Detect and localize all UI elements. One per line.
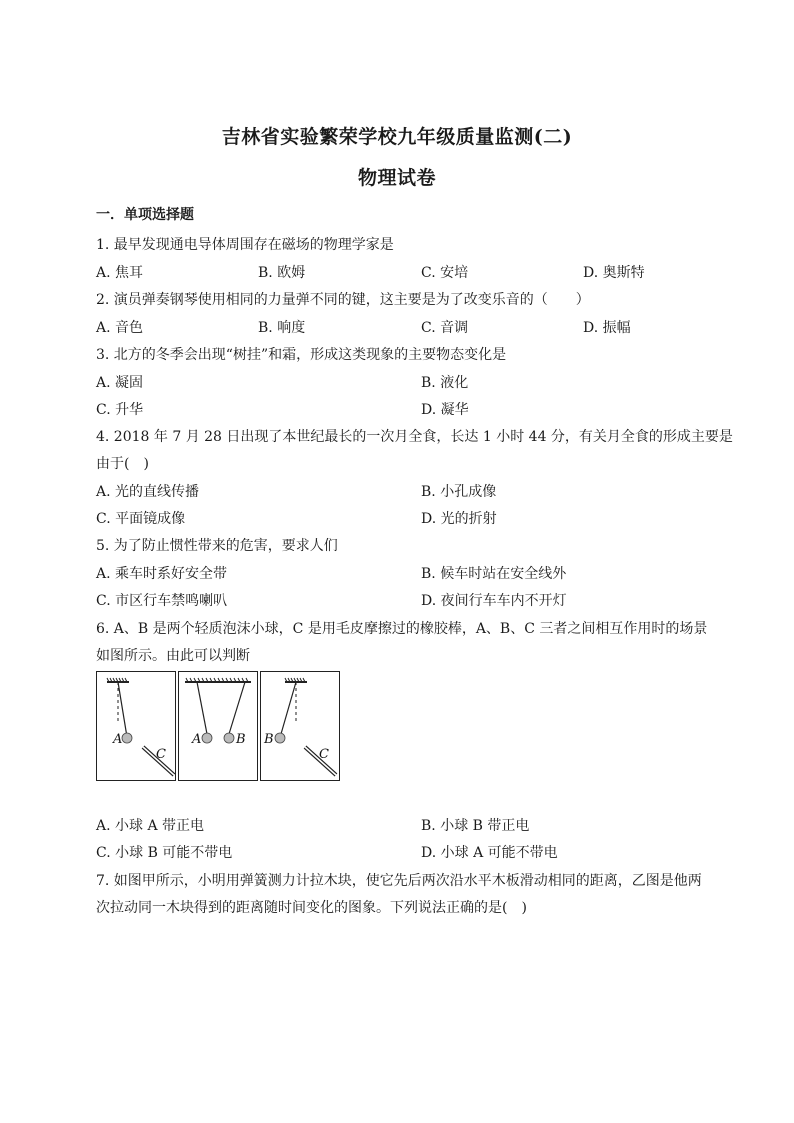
- q2-option-c[interactable]: C. 音调: [421, 320, 469, 336]
- q4-option-b[interactable]: B. 小孔成像: [421, 484, 497, 500]
- section-heading: 一．单项选择题: [96, 207, 194, 223]
- question-4-stem: 4. 2018 年 7 月 28 日出现了本世纪最长的一次月全食，长达 1 小时 44 分，有关月全食的形成主要是: [96, 429, 733, 445]
- q3-option-d[interactable]: D. 凝华: [421, 402, 469, 418]
- q5-option-c[interactable]: C. 市区行车禁鸣喇叭: [96, 593, 228, 609]
- label-b: B: [236, 732, 246, 747]
- q5-option-d[interactable]: D. 夜间行车车内不开灯: [421, 593, 567, 609]
- q4-option-c[interactable]: C. 平面镜成像: [96, 511, 186, 527]
- q2-option-d[interactable]: D. 振幅: [583, 320, 631, 336]
- q1-option-b[interactable]: B. 欧姆: [258, 265, 306, 281]
- q1-option-a[interactable]: A. 焦耳: [96, 265, 144, 281]
- question-6-stem-cont: 如图所示。由此可以判断: [96, 648, 250, 664]
- page-subtitle: 物理试卷: [357, 167, 436, 189]
- figure-panel-2: [178, 671, 258, 781]
- label-b: B: [264, 732, 274, 747]
- q3-option-a[interactable]: A. 凝固: [96, 375, 144, 391]
- question-2-stem: 2. 演员弹奏钢琴使用相同的力量弹不同的键，这主要是为了改变乐音的（ ）: [96, 292, 590, 308]
- ceiling-hatch: [185, 678, 251, 682]
- q3-option-c[interactable]: C. 升华: [96, 402, 144, 418]
- q6-option-b[interactable]: B. 小球 B 带正电: [421, 818, 530, 834]
- question-7-stem-cont: 次拉动同一木块得到的距离随时间变化的图象。下列说法正确的是( ): [96, 900, 527, 916]
- q6-option-a[interactable]: A. 小球 A 带正电: [96, 818, 205, 834]
- label-a: A: [192, 732, 202, 747]
- q4-option-a[interactable]: A. 光的直线传播: [96, 484, 200, 500]
- q2-option-b[interactable]: B. 响度: [258, 320, 306, 336]
- question-3-stem: 3. 北方的冬季会出现“树挂”和霜，形成这类现象的主要物态变化是: [96, 347, 507, 363]
- question-4-stem-cont: 由于( ): [96, 456, 149, 472]
- label-a: A: [113, 732, 123, 747]
- q4-option-d[interactable]: D. 光的折射: [421, 511, 497, 527]
- q3-option-b[interactable]: B. 液化: [421, 375, 469, 391]
- question-6-stem: 6. A、B 是两个轻质泡沫小球，C 是用毛皮摩擦过的橡胶棒，A、B、C 三者之间相互作用时的场景: [96, 621, 708, 637]
- page-title: 吉林省实验繁荣学校九年级质量监测(二): [221, 126, 573, 148]
- ceiling-hatch: [107, 678, 129, 682]
- question-1-stem: 1. 最早发现通电导体周围存在磁场的物理学家是: [96, 237, 394, 253]
- label-c: C: [319, 747, 329, 762]
- q1-option-d[interactable]: D. 奥斯特: [583, 265, 645, 281]
- label-c: C: [156, 747, 166, 762]
- q5-option-a[interactable]: A. 乘车时系好安全带: [96, 566, 228, 582]
- question-7-stem: 7. 如图甲所示，小明用弹簧测力计拉木块，使它先后两次沿水平木板滑动相同的距离，乙图是他两: [96, 873, 702, 889]
- ceiling-hatch: [285, 678, 307, 682]
- figure-panel-3: [260, 671, 340, 781]
- question-5-stem: 5. 为了防止惯性带来的危害，要求人们: [96, 538, 338, 554]
- figure-panel-1: [96, 671, 176, 781]
- q5-option-b[interactable]: B. 候车时站在安全线外: [421, 566, 567, 582]
- q6-option-c[interactable]: C. 小球 B 可能不带电: [96, 845, 233, 861]
- q1-option-c[interactable]: C. 安培: [421, 265, 469, 281]
- q2-option-a[interactable]: A. 音色: [96, 320, 144, 336]
- q6-option-d[interactable]: D. 小球 A 可能不带电: [421, 845, 558, 861]
